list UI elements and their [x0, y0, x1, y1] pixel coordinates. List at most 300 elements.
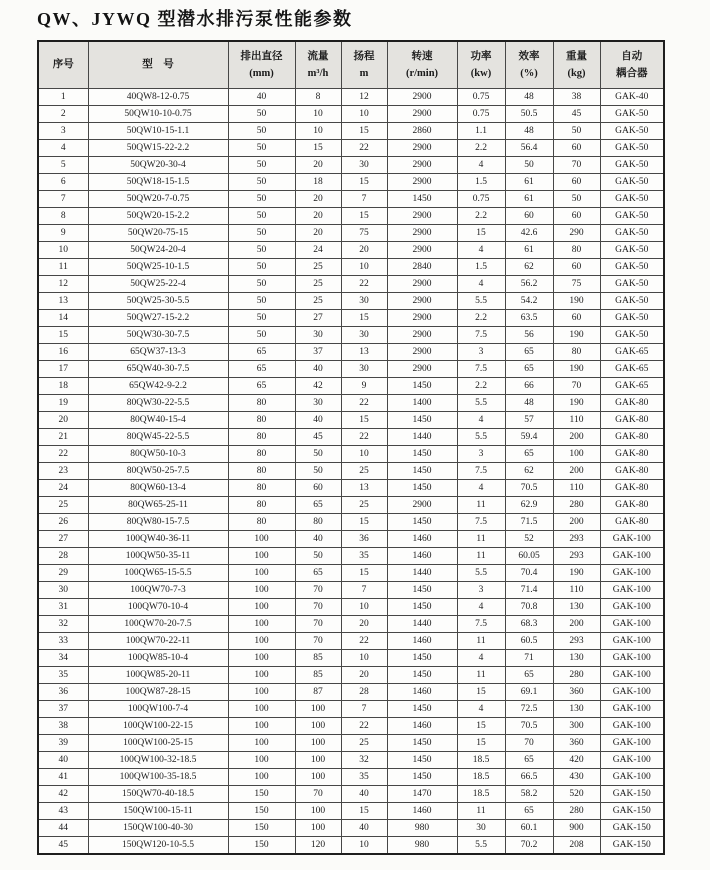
cell-efficiency: 50.5 — [505, 106, 553, 123]
cell-index: 12 — [38, 276, 88, 293]
table-row — [38, 276, 664, 293]
cell-speed: 2900 — [387, 344, 457, 361]
cell-model: 50QW27-15-2.2 — [88, 310, 228, 327]
cell-efficiency: 70.2 — [505, 837, 553, 855]
cell-flow: 85 — [295, 667, 341, 684]
cell-speed: 2860 — [387, 123, 457, 140]
table-row — [38, 344, 664, 361]
cell-flow: 100 — [295, 701, 341, 718]
cell-diameter: 80 — [228, 395, 295, 412]
cell-power: 1.5 — [457, 174, 505, 191]
cell-speed: 1460 — [387, 684, 457, 701]
cell-head: 22 — [341, 429, 387, 446]
table-row — [38, 752, 664, 769]
cell-flow: 60 — [295, 480, 341, 497]
cell-flow: 100 — [295, 769, 341, 786]
cell-index: 22 — [38, 446, 88, 463]
cell-head: 15 — [341, 412, 387, 429]
cell-speed: 1460 — [387, 803, 457, 820]
cell-model: 50QW10-15-1.1 — [88, 123, 228, 140]
cell-model: 150QW100-15-11 — [88, 803, 228, 820]
cell-weight: 190 — [553, 395, 600, 412]
table-body — [38, 89, 664, 855]
cell-head: 22 — [341, 718, 387, 735]
cell-efficiency: 70.8 — [505, 599, 553, 616]
table-row — [38, 361, 664, 378]
cell-model: 50QW25-22-4 — [88, 276, 228, 293]
cell-model: 150QW100-40-30 — [88, 820, 228, 837]
cell-flow: 37 — [295, 344, 341, 361]
cell-efficiency: 68.3 — [505, 616, 553, 633]
cell-index: 14 — [38, 310, 88, 327]
cell-model: 50QW20-7-0.75 — [88, 191, 228, 208]
table-row — [38, 837, 664, 855]
cell-index: 2 — [38, 106, 88, 123]
page-title: QW、JYWQ 型潜水排污泵性能参数 — [37, 9, 353, 29]
column-header-line: 效率 — [518, 50, 540, 62]
cell-weight: 293 — [553, 548, 600, 565]
column-header-line: (mm) — [249, 68, 274, 79]
cell-flow: 87 — [295, 684, 341, 701]
cell-power: 4 — [457, 242, 505, 259]
cell-diameter: 80 — [228, 497, 295, 514]
cell-diameter: 65 — [228, 361, 295, 378]
header-row — [38, 41, 664, 89]
cell-head: 40 — [341, 786, 387, 803]
cell-flow: 70 — [295, 582, 341, 599]
cell-model: 50QW25-10-1.5 — [88, 259, 228, 276]
column-header-line: 型 号 — [142, 59, 174, 71]
cell-index: 24 — [38, 480, 88, 497]
cell-efficiency: 61 — [505, 174, 553, 191]
cell-efficiency: 65 — [505, 667, 553, 684]
cell-weight: 280 — [553, 497, 600, 514]
cell-speed: 1450 — [387, 480, 457, 497]
cell-head: 22 — [341, 395, 387, 412]
cell-flow: 80 — [295, 514, 341, 531]
cell-efficiency: 70.5 — [505, 718, 553, 735]
cell-head: 10 — [341, 599, 387, 616]
cell-model: 100QW65-15-5.5 — [88, 565, 228, 582]
cell-flow: 65 — [295, 497, 341, 514]
cell-model: 100QW85-20-11 — [88, 667, 228, 684]
cell-head: 15 — [341, 123, 387, 140]
cell-diameter: 100 — [228, 718, 295, 735]
table-row — [38, 582, 664, 599]
cell-efficiency: 65 — [505, 446, 553, 463]
cell-model: 80QW60-13-4 — [88, 480, 228, 497]
cell-diameter: 100 — [228, 548, 295, 565]
cell-power: 4 — [457, 650, 505, 667]
cell-efficiency: 62 — [505, 463, 553, 480]
cell-head: 7 — [341, 701, 387, 718]
cell-speed: 1450 — [387, 412, 457, 429]
cell-model: 50QW15-22-2.2 — [88, 140, 228, 157]
cell-speed: 1460 — [387, 548, 457, 565]
cell-efficiency: 48 — [505, 395, 553, 412]
cell-speed: 2900 — [387, 327, 457, 344]
cell-index: 6 — [38, 174, 88, 191]
cell-head: 7 — [341, 582, 387, 599]
cell-efficiency: 70 — [505, 735, 553, 752]
cell-coupler: GAK-80 — [600, 446, 664, 463]
cell-weight: 200 — [553, 429, 600, 446]
cell-speed: 980 — [387, 820, 457, 837]
cell-efficiency: 48 — [505, 123, 553, 140]
cell-speed: 1470 — [387, 786, 457, 803]
cell-weight: 60 — [553, 208, 600, 225]
cell-weight: 60 — [553, 174, 600, 191]
cell-weight: 200 — [553, 616, 600, 633]
column-header-line: 自动 — [621, 50, 643, 62]
cell-efficiency: 50 — [505, 157, 553, 174]
cell-head: 25 — [341, 497, 387, 514]
cell-index: 31 — [38, 599, 88, 616]
cell-index: 8 — [38, 208, 88, 225]
table-row — [38, 803, 664, 820]
cell-power: 15 — [457, 225, 505, 242]
cell-flow: 25 — [295, 259, 341, 276]
cell-power: 4 — [457, 480, 505, 497]
column-header-coupler — [600, 41, 664, 89]
cell-coupler: GAK-50 — [600, 191, 664, 208]
cell-diameter: 65 — [228, 378, 295, 395]
table-row — [38, 480, 664, 497]
cell-power: 30 — [457, 820, 505, 837]
cell-power: 0.75 — [457, 106, 505, 123]
cell-efficiency: 60.1 — [505, 820, 553, 837]
cell-power: 18.5 — [457, 786, 505, 803]
cell-head: 22 — [341, 140, 387, 157]
cell-index: 25 — [38, 497, 88, 514]
column-header-line: m³/h — [307, 68, 329, 79]
cell-coupler: GAK-100 — [600, 769, 664, 786]
cell-power: 5.5 — [457, 395, 505, 412]
cell-diameter: 50 — [228, 259, 295, 276]
cell-coupler: GAK-150 — [600, 837, 664, 855]
cell-flow: 15 — [295, 140, 341, 157]
cell-flow: 100 — [295, 718, 341, 735]
cell-diameter: 80 — [228, 412, 295, 429]
table-row — [38, 378, 664, 395]
cell-coupler: GAK-50 — [600, 106, 664, 123]
table-row — [38, 565, 664, 582]
cell-coupler: GAK-80 — [600, 480, 664, 497]
cell-flow: 50 — [295, 446, 341, 463]
cell-weight: 75 — [553, 276, 600, 293]
cell-head: 15 — [341, 565, 387, 582]
cell-speed: 1450 — [387, 582, 457, 599]
cell-speed: 1440 — [387, 616, 457, 633]
cell-weight: 70 — [553, 157, 600, 174]
table-row — [38, 412, 664, 429]
cell-head: 20 — [341, 616, 387, 633]
column-header-line: 耦合器 — [616, 68, 648, 79]
cell-weight: 38 — [553, 89, 600, 106]
cell-speed: 2900 — [387, 157, 457, 174]
cell-power: 2.2 — [457, 378, 505, 395]
cell-index: 21 — [38, 429, 88, 446]
cell-efficiency: 71.4 — [505, 582, 553, 599]
cell-flow: 8 — [295, 89, 341, 106]
cell-index: 11 — [38, 259, 88, 276]
cell-weight: 50 — [553, 123, 600, 140]
cell-diameter: 150 — [228, 837, 295, 855]
cell-speed: 2900 — [387, 361, 457, 378]
pump-spec-table — [37, 40, 665, 855]
cell-coupler: GAK-100 — [600, 718, 664, 735]
cell-efficiency: 42.6 — [505, 225, 553, 242]
cell-diameter: 100 — [228, 582, 295, 599]
cell-head: 30 — [341, 293, 387, 310]
cell-coupler: GAK-80 — [600, 497, 664, 514]
cell-weight: 200 — [553, 463, 600, 480]
cell-flow: 100 — [295, 803, 341, 820]
cell-weight: 110 — [553, 412, 600, 429]
cell-efficiency: 61 — [505, 242, 553, 259]
cell-flow: 24 — [295, 242, 341, 259]
column-header-line: (%) — [520, 68, 538, 79]
cell-power: 11 — [457, 548, 505, 565]
table-row — [38, 293, 664, 310]
cell-speed: 2900 — [387, 293, 457, 310]
cell-speed: 1440 — [387, 565, 457, 582]
cell-index: 5 — [38, 157, 88, 174]
cell-flow: 120 — [295, 837, 341, 855]
cell-efficiency: 56.4 — [505, 140, 553, 157]
cell-index: 3 — [38, 123, 88, 140]
table-row — [38, 89, 664, 106]
cell-weight: 300 — [553, 718, 600, 735]
column-header-line: 重量 — [566, 50, 587, 62]
cell-speed: 1460 — [387, 718, 457, 735]
cell-efficiency: 71.5 — [505, 514, 553, 531]
cell-speed: 2900 — [387, 242, 457, 259]
cell-coupler: GAK-50 — [600, 293, 664, 310]
cell-diameter: 100 — [228, 752, 295, 769]
cell-diameter: 100 — [228, 684, 295, 701]
cell-coupler: GAK-50 — [600, 242, 664, 259]
cell-flow: 18 — [295, 174, 341, 191]
cell-index: 13 — [38, 293, 88, 310]
cell-power: 3 — [457, 344, 505, 361]
cell-coupler: GAK-50 — [600, 259, 664, 276]
cell-head: 15 — [341, 803, 387, 820]
cell-model: 80QW50-10-3 — [88, 446, 228, 463]
table-row — [38, 446, 664, 463]
cell-speed: 2900 — [387, 174, 457, 191]
cell-weight: 190 — [553, 293, 600, 310]
cell-coupler: GAK-150 — [600, 803, 664, 820]
cell-power: 1.1 — [457, 123, 505, 140]
cell-weight: 208 — [553, 837, 600, 855]
cell-coupler: GAK-50 — [600, 140, 664, 157]
cell-head: 13 — [341, 480, 387, 497]
cell-coupler: GAK-40 — [600, 89, 664, 106]
cell-weight: 60 — [553, 259, 600, 276]
cell-efficiency: 70.4 — [505, 565, 553, 582]
cell-efficiency: 65 — [505, 803, 553, 820]
cell-power: 0.75 — [457, 191, 505, 208]
cell-speed: 980 — [387, 837, 457, 855]
cell-power: 11 — [457, 497, 505, 514]
cell-power: 5.5 — [457, 293, 505, 310]
cell-diameter: 100 — [228, 531, 295, 548]
cell-speed: 2900 — [387, 140, 457, 157]
cell-diameter: 65 — [228, 344, 295, 361]
column-header-line: (kw) — [470, 68, 492, 79]
cell-flow: 20 — [295, 191, 341, 208]
cell-index: 1 — [38, 89, 88, 106]
cell-speed: 1450 — [387, 514, 457, 531]
cell-speed: 1450 — [387, 701, 457, 718]
cell-power: 3 — [457, 446, 505, 463]
cell-diameter: 50 — [228, 123, 295, 140]
cell-diameter: 80 — [228, 463, 295, 480]
cell-flow: 30 — [295, 327, 341, 344]
cell-power: 18.5 — [457, 769, 505, 786]
cell-diameter: 150 — [228, 786, 295, 803]
cell-diameter: 150 — [228, 803, 295, 820]
cell-model: 100QW50-35-11 — [88, 548, 228, 565]
cell-efficiency: 59.4 — [505, 429, 553, 446]
table-row — [38, 259, 664, 276]
cell-coupler: GAK-150 — [600, 820, 664, 837]
table-row — [38, 208, 664, 225]
cell-model: 100QW100-25-15 — [88, 735, 228, 752]
cell-head: 10 — [341, 650, 387, 667]
cell-efficiency: 48 — [505, 89, 553, 106]
cell-diameter: 100 — [228, 633, 295, 650]
column-header-head — [341, 41, 387, 89]
cell-head: 35 — [341, 769, 387, 786]
cell-index: 30 — [38, 582, 88, 599]
cell-head: 15 — [341, 514, 387, 531]
cell-coupler: GAK-100 — [600, 650, 664, 667]
table-row — [38, 769, 664, 786]
cell-head: 15 — [341, 310, 387, 327]
cell-head: 28 — [341, 684, 387, 701]
cell-head: 22 — [341, 276, 387, 293]
cell-power: 7.5 — [457, 463, 505, 480]
cell-diameter: 50 — [228, 106, 295, 123]
cell-flow: 70 — [295, 633, 341, 650]
cell-index: 10 — [38, 242, 88, 259]
cell-flow: 40 — [295, 412, 341, 429]
cell-index: 9 — [38, 225, 88, 242]
cell-efficiency: 66 — [505, 378, 553, 395]
cell-coupler: GAK-65 — [600, 378, 664, 395]
cell-efficiency: 72.5 — [505, 701, 553, 718]
cell-model: 50QW20-15-2.2 — [88, 208, 228, 225]
cell-flow: 25 — [295, 276, 341, 293]
cell-model: 100QW70-7-3 — [88, 582, 228, 599]
cell-model: 80QW40-15-4 — [88, 412, 228, 429]
cell-model: 80QW80-15-7.5 — [88, 514, 228, 531]
cell-head: 40 — [341, 820, 387, 837]
cell-speed: 2900 — [387, 310, 457, 327]
cell-flow: 45 — [295, 429, 341, 446]
cell-efficiency: 56.2 — [505, 276, 553, 293]
cell-speed: 1450 — [387, 650, 457, 667]
cell-speed: 2900 — [387, 225, 457, 242]
cell-coupler: GAK-50 — [600, 157, 664, 174]
cell-efficiency: 56 — [505, 327, 553, 344]
cell-model: 100QW70-22-11 — [88, 633, 228, 650]
cell-head: 12 — [341, 89, 387, 106]
table-row — [38, 140, 664, 157]
cell-coupler: GAK-50 — [600, 174, 664, 191]
cell-speed: 1450 — [387, 735, 457, 752]
cell-weight: 520 — [553, 786, 600, 803]
cell-diameter: 80 — [228, 480, 295, 497]
cell-index: 42 — [38, 786, 88, 803]
cell-diameter: 50 — [228, 157, 295, 174]
column-header-model — [88, 41, 228, 89]
table-row — [38, 310, 664, 327]
cell-model: 50QW30-30-7.5 — [88, 327, 228, 344]
cell-coupler: GAK-100 — [600, 667, 664, 684]
cell-head: 20 — [341, 667, 387, 684]
cell-index: 34 — [38, 650, 88, 667]
cell-speed: 2900 — [387, 106, 457, 123]
cell-diameter: 50 — [228, 310, 295, 327]
cell-weight: 190 — [553, 361, 600, 378]
cell-index: 32 — [38, 616, 88, 633]
cell-index: 41 — [38, 769, 88, 786]
cell-coupler: GAK-100 — [600, 582, 664, 599]
cell-diameter: 80 — [228, 446, 295, 463]
cell-model: 80QW65-25-11 — [88, 497, 228, 514]
cell-speed: 1440 — [387, 429, 457, 446]
cell-power: 18.5 — [457, 752, 505, 769]
cell-model: 40QW8-12-0.75 — [88, 89, 228, 106]
cell-coupler: GAK-100 — [600, 599, 664, 616]
cell-weight: 900 — [553, 820, 600, 837]
cell-head: 20 — [341, 242, 387, 259]
cell-power: 15 — [457, 735, 505, 752]
cell-flow: 50 — [295, 463, 341, 480]
cell-weight: 290 — [553, 225, 600, 242]
cell-weight: 45 — [553, 106, 600, 123]
cell-head: 30 — [341, 157, 387, 174]
cell-index: 17 — [38, 361, 88, 378]
cell-speed: 1450 — [387, 769, 457, 786]
cell-speed: 2900 — [387, 497, 457, 514]
cell-model: 100QW100-22-15 — [88, 718, 228, 735]
cell-coupler: GAK-50 — [600, 310, 664, 327]
cell-coupler: GAK-150 — [600, 786, 664, 803]
cell-diameter: 50 — [228, 191, 295, 208]
cell-model: 150QW120-10-5.5 — [88, 837, 228, 855]
cell-model: 100QW70-10-4 — [88, 599, 228, 616]
cell-model: 65QW40-30-7.5 — [88, 361, 228, 378]
cell-head: 10 — [341, 259, 387, 276]
cell-head: 35 — [341, 548, 387, 565]
cell-power: 5.5 — [457, 837, 505, 855]
table-row — [38, 123, 664, 140]
cell-weight: 130 — [553, 599, 600, 616]
cell-power: 4 — [457, 599, 505, 616]
cell-power: 1.5 — [457, 259, 505, 276]
cell-weight: 190 — [553, 327, 600, 344]
cell-weight: 110 — [553, 480, 600, 497]
cell-head: 30 — [341, 361, 387, 378]
cell-model: 50QW18-15-1.5 — [88, 174, 228, 191]
cell-model: 100QW100-32-18.5 — [88, 752, 228, 769]
cell-index: 37 — [38, 701, 88, 718]
column-header-line: (kg) — [567, 68, 586, 79]
